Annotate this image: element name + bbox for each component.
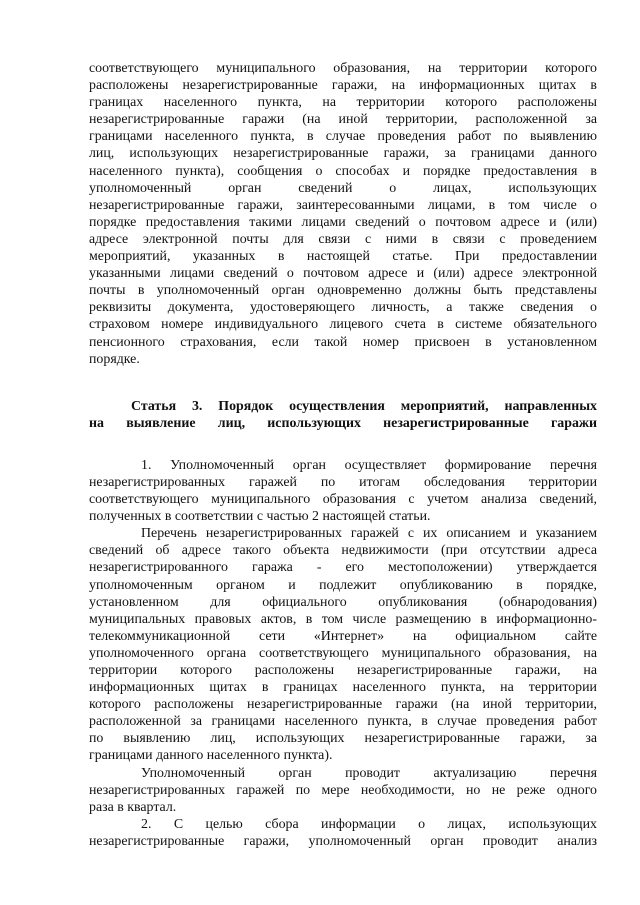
intro-paragraph	[89, 60, 597, 368]
text-line: которого расположены незарегистрированные гаражи (на иной территории,	[89, 697, 597, 713]
text-line: 2. С целью сбора информации о лицах, использующих	[141, 816, 597, 832]
spacer	[89, 368, 597, 398]
text-line: адресе электронной почты для связи с ними в связи с проведением	[89, 231, 598, 247]
text-line: лиц, использующих незарегистрированные гаражи, за границами данного	[89, 146, 597, 162]
text-line: полученных в соответствии с частью 2 настоящей статьи.	[89, 509, 431, 525]
text-line: соответствующего муниципального образования с учетом анализа сведений,	[89, 492, 597, 508]
text-line: незарегистрированные гаражи, уполномоченный орган проводит анализ	[89, 833, 597, 849]
article-heading	[89, 398, 597, 432]
text-line: границах населенного пункта, на территории которого расположены	[89, 95, 597, 111]
text-line: территории которого расположены незарегистрированные гаражи, на	[89, 663, 597, 678]
item1-paragraph	[89, 457, 597, 525]
text-line: границами населенного пункта, в случае проведения работ по выявлению	[89, 129, 597, 145]
text-line: сведений об адресе такого объекта недвижимости (при отсутствии адреса	[89, 543, 597, 559]
list-paragraph	[89, 525, 597, 764]
text-line: страховом номере индивидуального лицевого счета в системе обязательного	[89, 317, 597, 333]
text-line: муниципальных правовых актов, в том числе размещению в информационно-	[89, 611, 597, 627]
update-paragraph	[89, 765, 597, 816]
text-line: незарегистрированных гаражей по итогам обследования территории	[89, 474, 597, 490]
text-line: информационных щитах в границах населенного пункта, на территории	[89, 680, 597, 696]
text-line: установленном для официального опубликования (обнародования)	[89, 594, 597, 610]
text-line: указанными лицами сведений о почтовом адресе и (или) адресе электронной	[89, 266, 597, 282]
text-line: Уполномоченный орган проводит актуализацию перечня	[141, 765, 597, 781]
text-line: незарегистрированного гаража - его местоположении) утверждается	[89, 560, 597, 576]
text-line: соответствующего муниципального образования, на территории которого	[89, 61, 597, 76]
text-line: уполномоченный орган сведений о лицах, использующих	[89, 180, 597, 196]
text-line: пенсионного страхования, если такой номер присвоен в установленном	[89, 334, 597, 350]
heading-line: Статья 3. Порядок осуществления мероприятий, направленных	[131, 398, 597, 414]
item2-paragraph	[89, 816, 597, 850]
text-line: почты в уполномоченный орган одновременно должны быть представлены	[89, 283, 597, 299]
document-page	[89, 60, 597, 850]
text-line: 1. Уполномоченный орган осуществляет формирование перечня	[141, 457, 597, 473]
text-line: границами данного населенного пункта).	[89, 748, 333, 764]
heading-line: на выявление лиц, использующих незарегистрированные гаражи	[89, 415, 597, 431]
text-line: реквизиты документа, удостоверяющего личность, а также сведения о	[89, 300, 597, 316]
text-line: по выявлению лиц, использующих незарегистрированные гаражи, за	[89, 731, 597, 747]
text-line: незарегистрированных гаражей по мере необходимости, но не реже одного	[89, 782, 597, 798]
text-line: незарегистрированные гаражи, заинтересованными лицами, в том числе о	[89, 197, 597, 213]
text-line: порядке предоставления такими лицами сведений о почтовом адресе и (или)	[89, 214, 598, 230]
spacer	[89, 432, 597, 457]
text-line: расположены незарегистрированные гаражи, на информационных щитах в	[89, 78, 597, 94]
text-line: Перечень незарегистрированных гаражей с их описанием и указанием	[141, 526, 597, 542]
text-line: населенного пункта), сообщения о способах и порядке предоставления в	[89, 163, 597, 179]
text-line: уполномоченного органа соответствующего муниципального образования, на	[89, 645, 597, 661]
text-line: уполномоченным органом и подлежит опубликованию в порядке,	[89, 577, 597, 593]
text-line: расположенной за границами населенного пункта, в случае проведения работ	[89, 714, 597, 730]
text-line: телекоммуникационной сети «Интернет» на официальном сайте	[89, 628, 597, 644]
text-line: порядке.	[89, 351, 140, 367]
text-line: мероприятий, указанных в настоящей статье. При предоставлении	[89, 249, 597, 265]
text-line: незарегистрированные гаражи (на иной территории, расположенной за	[89, 112, 597, 128]
text-line: раза в квартал.	[89, 799, 177, 815]
